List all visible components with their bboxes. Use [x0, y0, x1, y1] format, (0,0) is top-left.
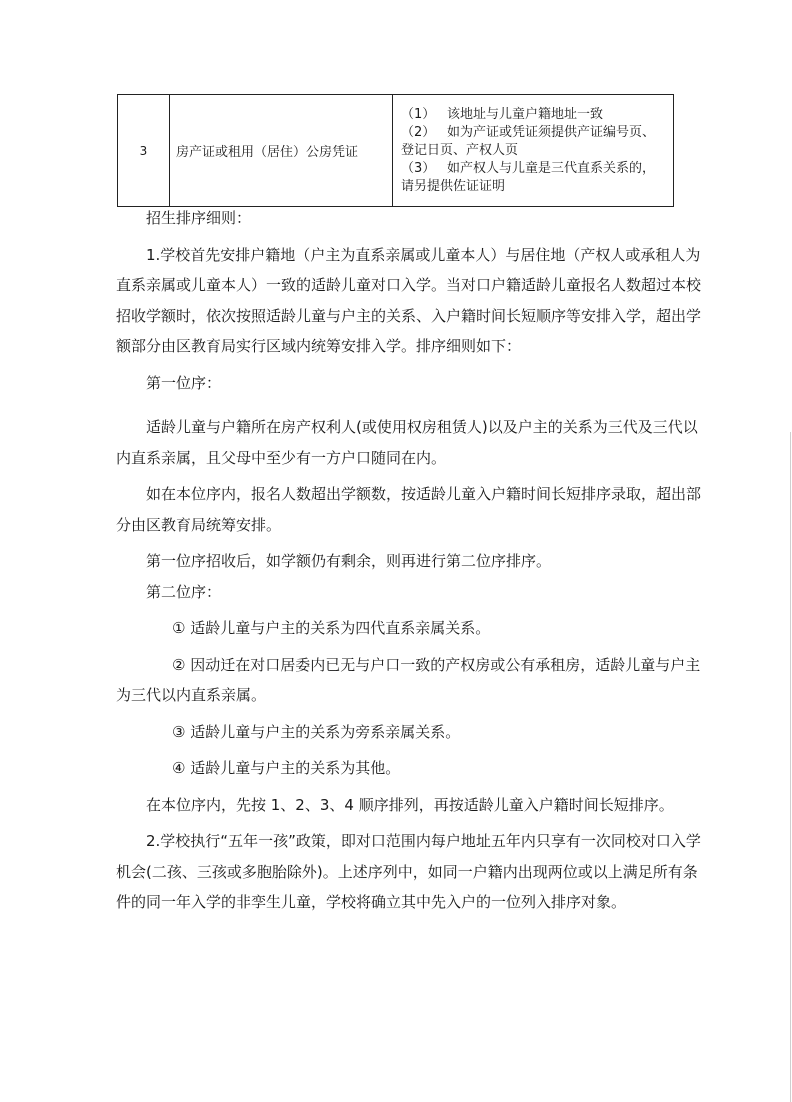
rank2-title: 第二位序： — [146, 582, 222, 601]
requirements-cell — [393, 95, 674, 207]
rank2-note: 在本位序内，先按 1、2、3、4 顺序排列，再按适龄儿童入户籍时间长短排序。 — [146, 795, 674, 814]
rank1-rule: 适龄儿童与户籍所在房产权利人(或使用权房租赁人)以及户主的关系为三代及三代以内直系亲属，且父母中至少有一方户口随同在内。 — [116, 418, 698, 467]
rank2-item-3: ③ 适龄儿童与户主的关系为旁系亲属关系。 — [172, 722, 461, 741]
rank2-item-1: ① 适龄儿童与户主的关系为四代直系亲属关系。 — [172, 619, 491, 637]
rank1-title: 第一位序： — [146, 373, 222, 392]
paragraph-1: 1.学校首先安排户籍地（户主为直系亲属或儿童本人）与居住地（产权人或承租人为直系亲属或儿童本人）一致的适龄儿童对口入学。当对口户籍适龄儿童报名人数超过本校招收学额时，依次按照适龄儿童与户主的关系、入户籍时间长短顺序等安排入学，超出学额部分由区教育局实行区域内统筹安排入学。排序细则如下： — [116, 245, 702, 355]
document-name: 房产证或租用（居住）公房凭证 — [170, 95, 393, 207]
requirement-item: （2） 如为产证或凭证须提供产证编号页、登记日页、产权人页 — [401, 124, 656, 158]
requirement-item: （1） 该地址与儿童户籍地址一致 — [401, 106, 604, 122]
paragraph-2: 2.学校执行“五年一孩”政策，即对口范围内每户地址五年内只享有一次同校对口入学机会(二孩、三孩或多胞胎除外)。上述序列中，如同一户籍内出现两位或以上满足所有条件的同一年入学的非孪生儿童，学校将确立其中先入户的一位列入排序对象。 — [116, 832, 701, 911]
body-text — [116, 203, 706, 918]
requirement-item: （3） 如产权人与儿童是三代直系关系的，请另提供佐证证明 — [401, 160, 656, 194]
page-edge-line — [790, 432, 791, 1102]
document-table — [117, 94, 674, 207]
rank2-item-4: ④ 适龄儿童与户主的关系为其他。 — [172, 759, 401, 777]
table-row — [118, 95, 674, 207]
section-heading: 招生排序细则： — [146, 209, 252, 227]
row-number: 3 — [118, 95, 170, 207]
rank1-remaining: 第一位序招收后，如学额仍有剩余，则再进行第二位序排序。 — [146, 552, 552, 570]
rank1-overflow: 如在本位序内，报名人数超出学额数，按适龄儿童入户籍时间长短排序录取，超出部分由区教育局统筹安排。 — [116, 485, 702, 534]
rank2-item-2: ② 因动迁在对口居委内已无与户口一致的产权房或公有承租房，适龄儿童与户主为三代以内直系亲属。 — [116, 655, 701, 704]
